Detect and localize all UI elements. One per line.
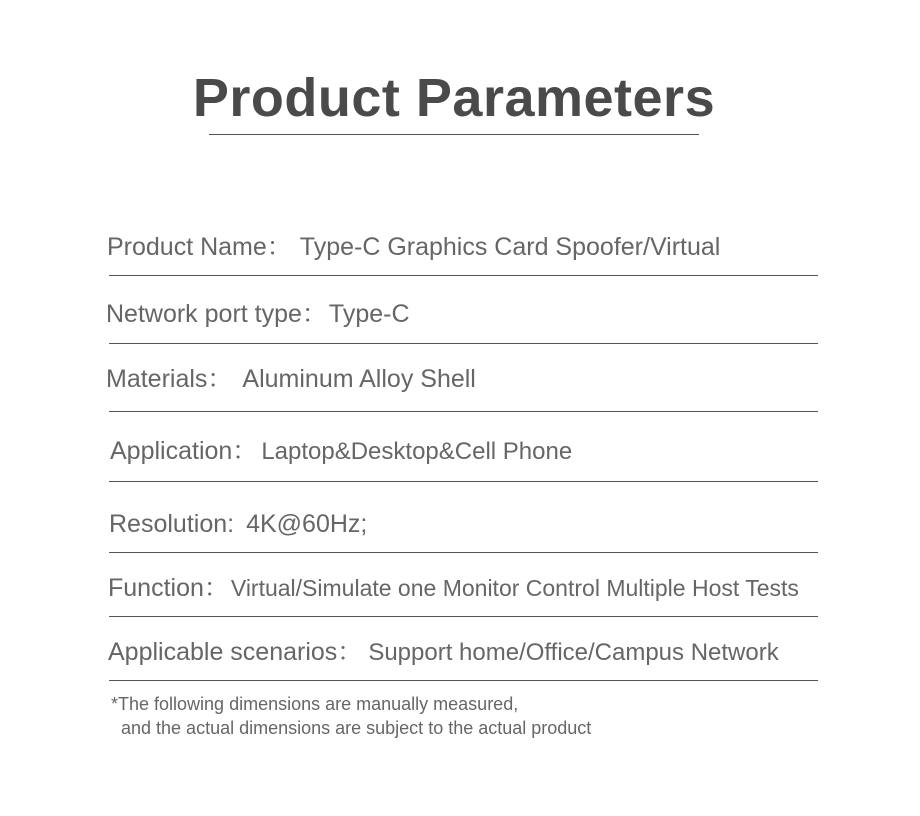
param-label: Materials： [106,365,233,393]
param-value: Aluminum Alloy Shell [242,365,476,393]
param-value: 4K@60Hz; [246,510,368,538]
param-label: Applicable scenarios： [108,638,363,666]
param-row-materials [106,359,476,399]
param-label: Product Name： [107,233,292,261]
row-divider [109,411,818,412]
param-label: Application： [110,437,258,465]
param-value: Type-C Graphics Card Spoofer/Virtual [299,233,721,261]
param-value: Laptop&Desktop&Cell Phone [261,438,573,465]
row-divider [109,616,818,617]
param-value: Support home/Office/Campus Network [368,639,779,666]
param-label: Resolution: [109,510,235,538]
row-divider [109,481,818,482]
row-divider [109,275,818,276]
param-row-applicable-scenarios [108,632,779,672]
param-label: Network port type： [106,300,327,328]
row-divider [109,343,818,344]
param-row-application [110,431,572,471]
param-row-product-name [107,227,720,267]
param-row-resolution [109,504,367,544]
param-row-network-port-type [106,294,410,334]
title-underline [209,134,699,135]
row-divider [109,680,818,681]
note-line-1: *The following dimensions are manually measured, [111,694,519,714]
page-title: Product Parameters [192,68,716,128]
param-value: Type-C [328,300,410,328]
note-line-2: and the actual dimensions are subject to the actual product [111,718,592,738]
param-value: Virtual/Simulate one Monitor Control Multiple Host Tests [230,575,799,601]
row-divider [109,552,818,553]
param-label: Function： [108,574,229,602]
measurement-note [111,692,591,740]
param-row-function [108,568,799,608]
